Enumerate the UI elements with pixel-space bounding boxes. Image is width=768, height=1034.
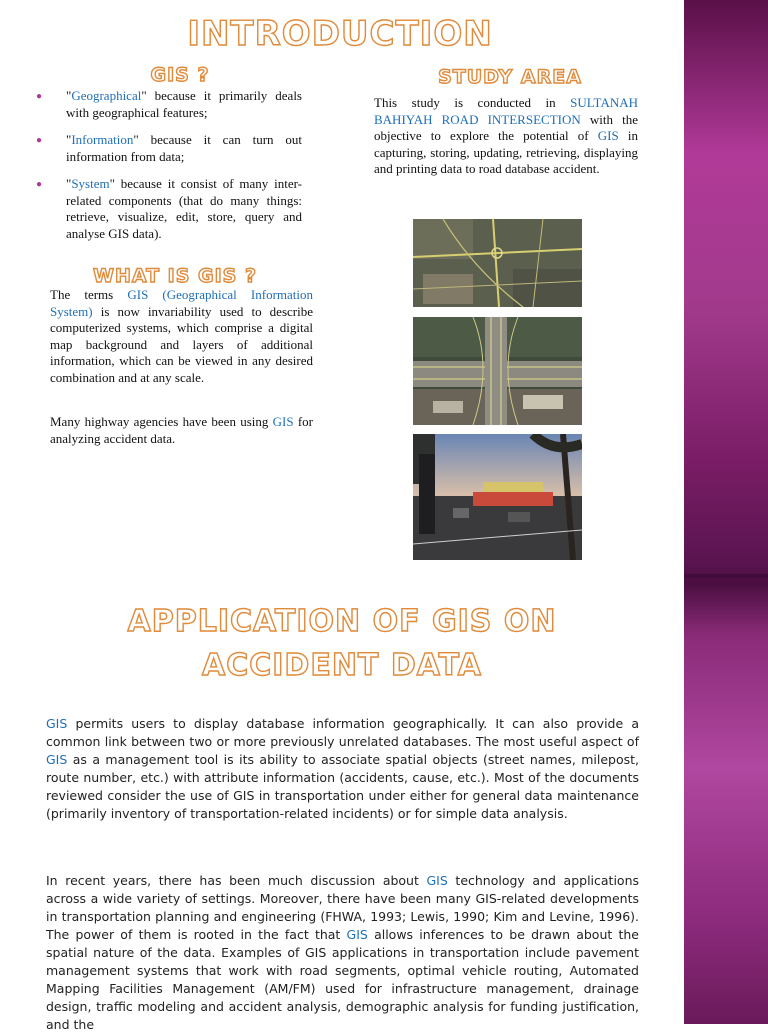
bullet-icon: ● (36, 135, 43, 146)
term-system: System (71, 176, 110, 191)
what-is-gis-text: The terms GIS (Geographical Information System) is now invariability used to describe computerized systems, which comprise a digital map background and layers of additional information, which can be viewed in any desired combination and at any scale. Many highway agencies have been using GIS for analyzing accident data. (50, 287, 314, 446)
list-item: ● "System" because it consist of many inter-related components (that do many things: retrieve, visualize, edit, store, query and analyse GIS data). (36, 176, 302, 241)
term-geographical: Geographical (71, 88, 142, 103)
term-information: Information (71, 132, 134, 147)
bullet-icon: ● (36, 179, 43, 190)
street-photo (413, 434, 582, 560)
aerial-map-photo (413, 219, 582, 307)
list-item: ● "Geographical" because it primarily deals with geographical features; (36, 88, 302, 120)
decorative-side-band (684, 0, 768, 1024)
bullet-icon: ● (36, 91, 43, 102)
list-item: ● "Information" because it can turn out information from data; (36, 132, 302, 164)
what-is-gis-heading: WHAT IS GIS ? (92, 265, 258, 287)
gis-question-heading: GIS ? (150, 64, 210, 86)
gis-bullet-list (36, 88, 302, 253)
introduction-heading: INTRODUCTION (187, 14, 493, 54)
application-paragraph-2: In recent years, there has been much discussion about GIS technology and applications across a wide variety of settings. Moreover, there have been many GIS-related developments in transportation planning and engineering (FHWA, 1993; Lewis, 1990; Kim and Levine, 1996). The power of them is rooted in the fact that GIS allows inferences to be drawn about the spatial nature of the data. Examples of GIS applications in transportation include pavement management systems that work with road segments, optimal vehicle routing, Automated Mapping Facilities Management (AM/FM) used for infrastructure management, drainage design, traffic modeling and accident analysis, demographic analysis for funding justification, and the (46, 873, 640, 1032)
study-area-heading: STUDY AREA (438, 66, 582, 88)
application-paragraph-1: GIS permits users to display database information geographically. It can also provide a common link between two or more previously unrelated databases. The most useful aspect of GIS as a management tool is its ability to associate spatial objects (street names, milepost, route number, etc.) with attribute information (accidents, cause, etc.). Most of the documents reviewed consider the use of GIS in transportation under either for general data maintenance (primarily inventory of transportation-related incidents) or for simple data analysis. (46, 716, 639, 821)
application-heading: APPLICATION OF GIS ON ACCIDENT DATA (127, 604, 557, 683)
intersection-aerial-photo (413, 317, 582, 425)
study-area-text: This study is conducted in SULTANAH BAHIYAH ROAD INTERSECTION with the objective to explore the potential of GIS in capturing, storing, updating, retrieving, displaying and printing data to road database accident. (374, 95, 638, 176)
